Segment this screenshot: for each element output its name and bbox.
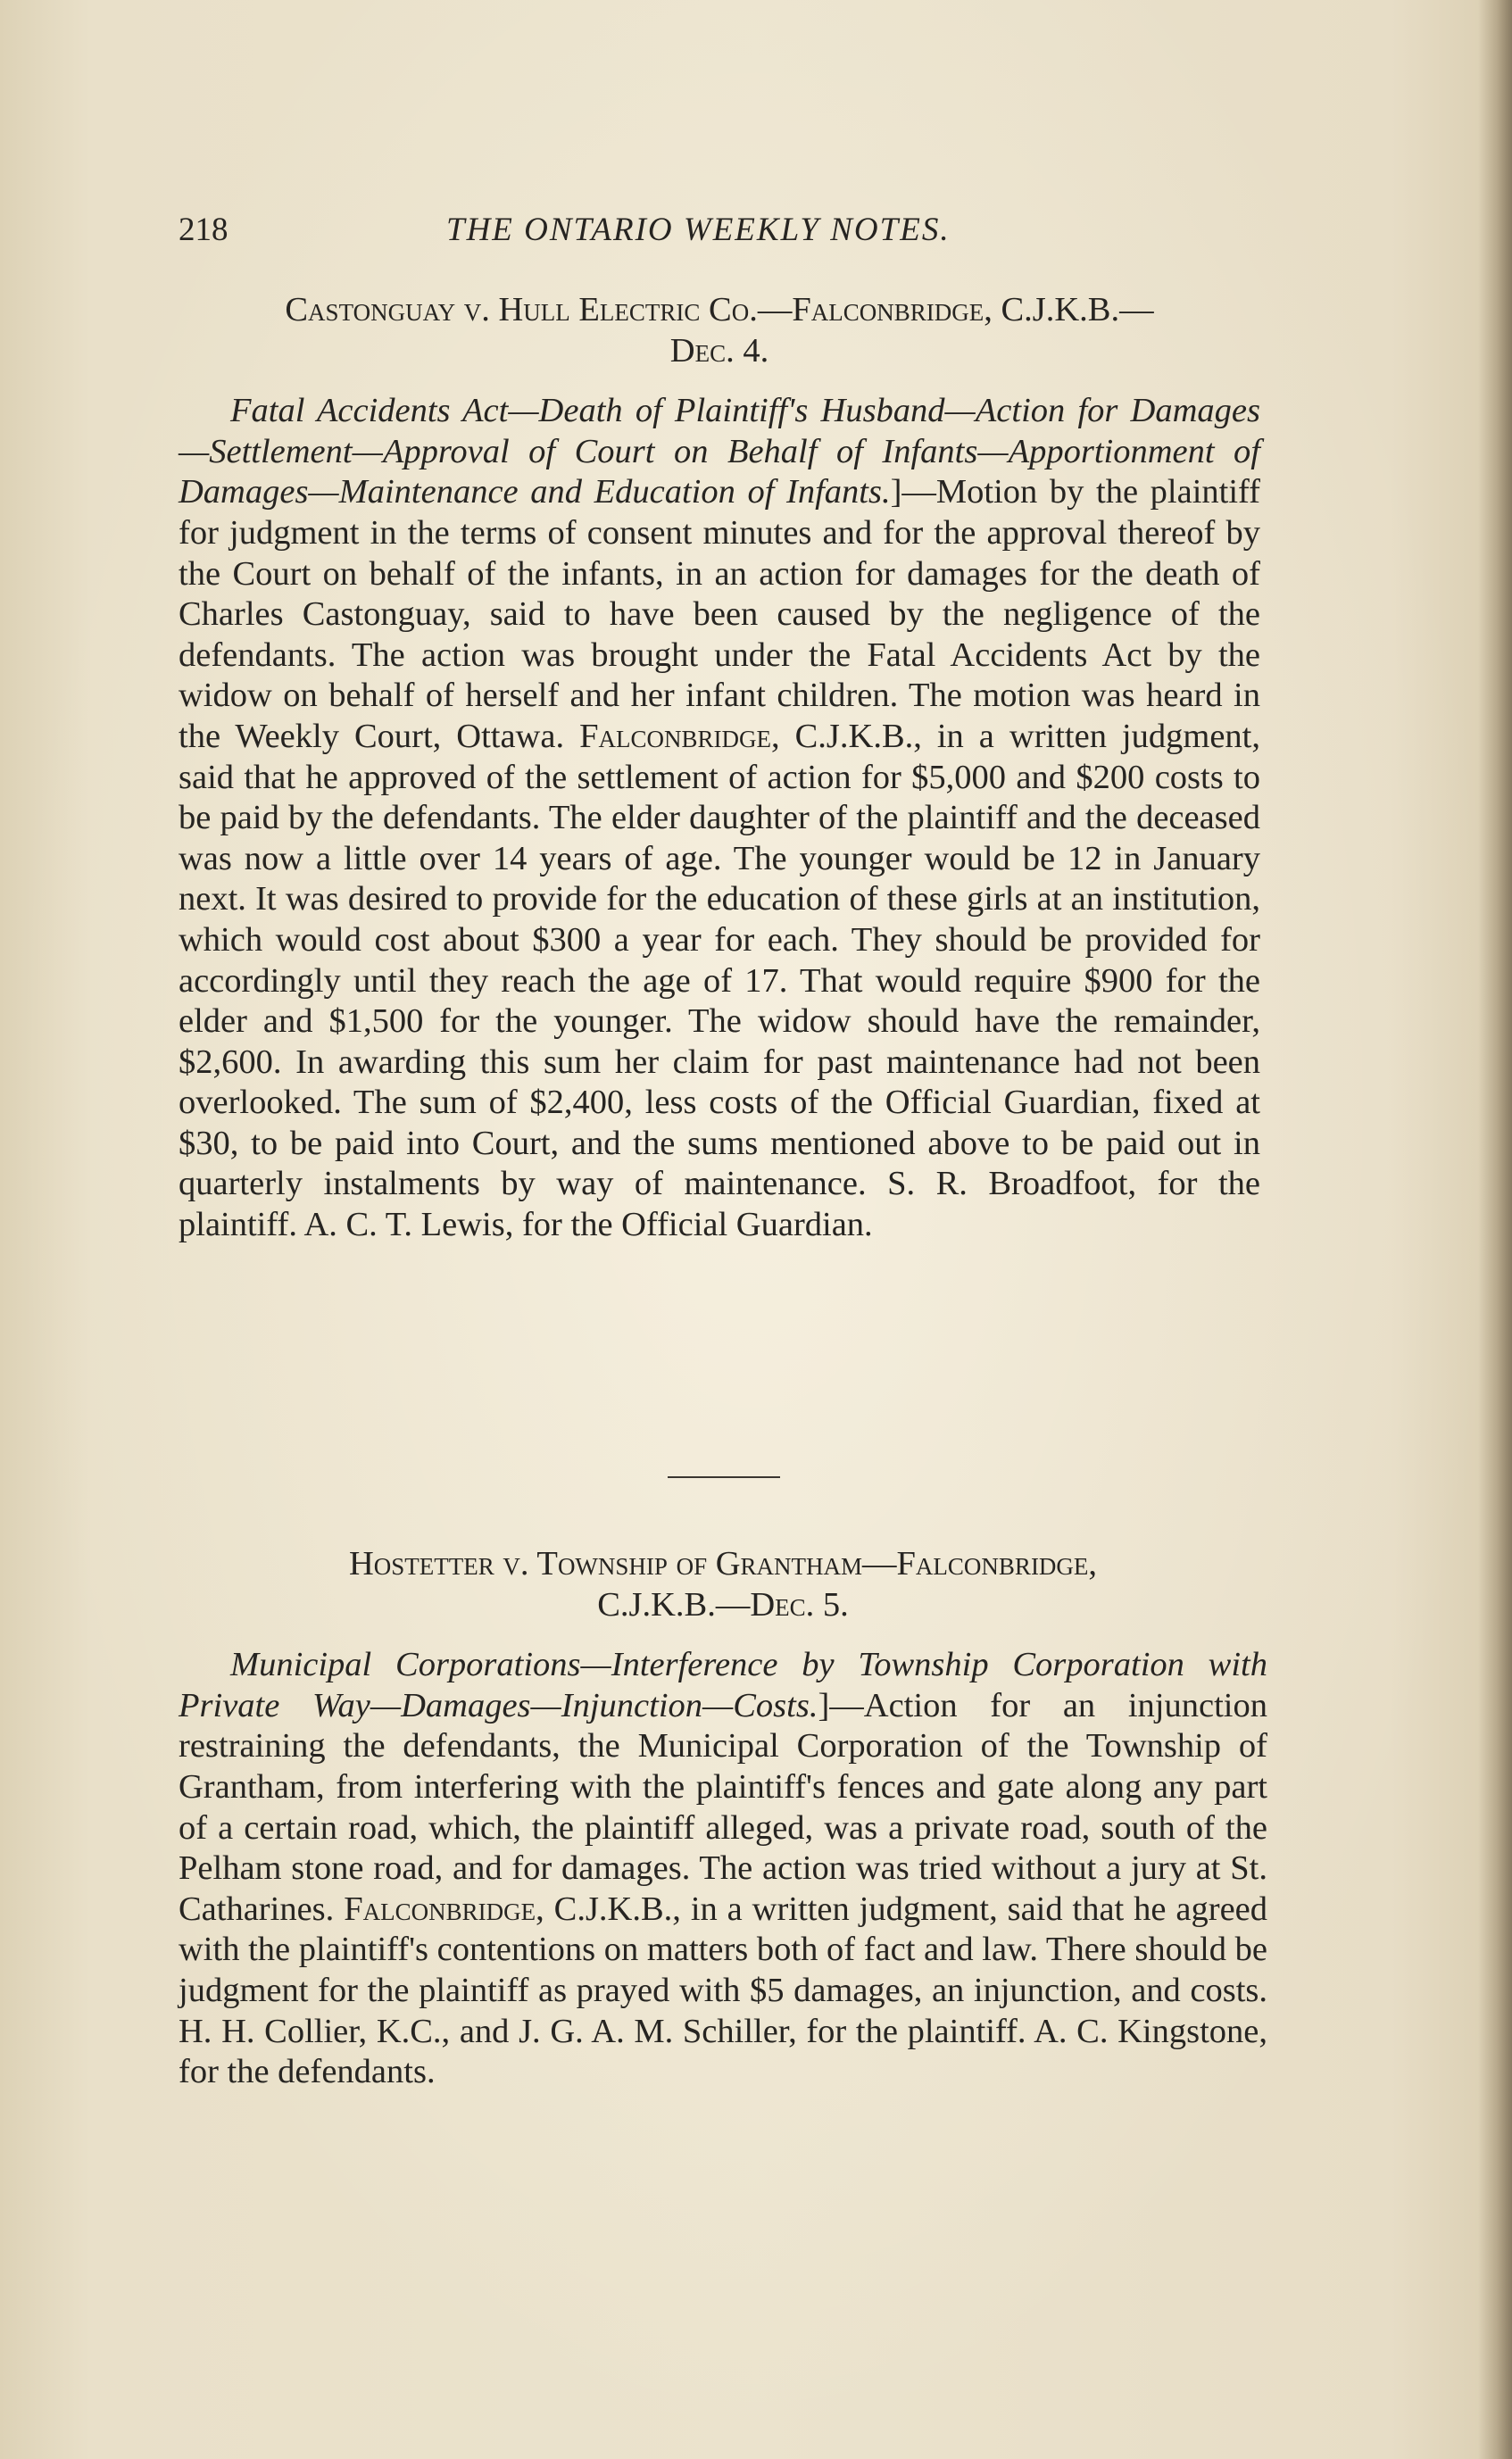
case-body-text-continued: , C.J.K.B., in a written judgment, said that he approved of the settlement of action for $5,000 and $200 costs to be paid by the defendants. The elder daughter of the plaintiff and the deceased was now a little over 14 years of age. The younger would be 12 in January next. It was desired to provide for the education of these girls at an institution, which would cost about $300 a year for each. They should be provided for accordingly until they reach the age of 17. That would require $900 for the elder and $1,500 for the younger. The widow should have the remainder, $2,600. In awarding this sum her claim for past maintenance had not been overlooked. The sum of $2,400, less costs of the Official Guardian, fixed at $30, to be paid into Court, and the sums mentioned above to be paid out in quarterly instalments by way of maintenance. S. R. Broadfoot, for the plaintiff. A. C. T. Lewis, for the Official Guardian.: [179, 717, 1260, 1244]
section-divider: [668, 1476, 780, 1478]
case-title-line-2: C.J.K.B.—Dec. 5.: [597, 1585, 849, 1624]
judge-name: Falconbridge: [344, 1890, 536, 1928]
case-body: [179, 391, 1260, 1245]
page-binding-edge: [1478, 0, 1512, 2459]
case-headnote: Municipal Corporations—Interference by Township Corporation with Private Way—Damages—Injunction—Costs.: [179, 1646, 1267, 1724]
case-title: [179, 290, 1260, 371]
case-body-text: ]—Action for an injunction restraining the defendants, the Municipal Corporation of the Township of Grantham, from interfering with the plaintiff's fences and gate along any part of a certain road, which, the plaintiff alleged, was a private road, south of the Pelham stone road, and for damages. The action was tried without a jury at St. Catharines.: [179, 1686, 1267, 1928]
page-number: 218: [179, 212, 228, 248]
judge-name: Falconbridge: [579, 717, 771, 755]
case-castonguay: [179, 290, 1260, 1246]
case-hostetter: [179, 1544, 1267, 2093]
case-title-line-1: Castonguay v. Hull Electric Co.—Falconbridge, C.J.K.B.—: [285, 291, 1154, 328]
journal-title: THE ONTARIO WEEKLY NOTES.: [446, 212, 951, 248]
case-headnote: Fatal Accidents Act—Death of Plaintiff's Husband—Action for Damages—Settlement—Approval of Court on Behalf of Infants—Apportionment of Damages—Maintenance and Education of Infants.: [179, 392, 1260, 511]
case-title-line-1: Hostetter v. Township of Grantham—Falconbridge,: [348, 1545, 1098, 1583]
case-title-line-2: Dec. 4.: [669, 331, 769, 370]
case-title: [179, 1544, 1267, 1625]
case-body-text: ]—Motion by the plaintiff for judgment in the terms of consent minutes and for the approval thereof by the Court on behalf of the infants, in an action for damages for the death of Charles Castonguay, said to have been caused by the negligence of the defendants. The action was brought under the Fatal Accidents Act by the widow on behalf of herself and her infant children. The motion was heard in the Weekly Court, Ottawa.: [179, 473, 1260, 755]
case-body-text-continued: , C.J.K.B., in a written judgment, said that he agreed with the plaintiff's contentions on matters both of fact and law. There should be judgment for the plaintiff as prayed with $5 damages, an injunction, and costs. H. H. Collier, K.C., and J. G. A. M. Schiller, for the plaintiff. A. C. Kingstone, for the defendants.: [179, 1890, 1267, 2091]
running-head: [179, 209, 1071, 252]
case-body: [179, 1645, 1267, 2093]
